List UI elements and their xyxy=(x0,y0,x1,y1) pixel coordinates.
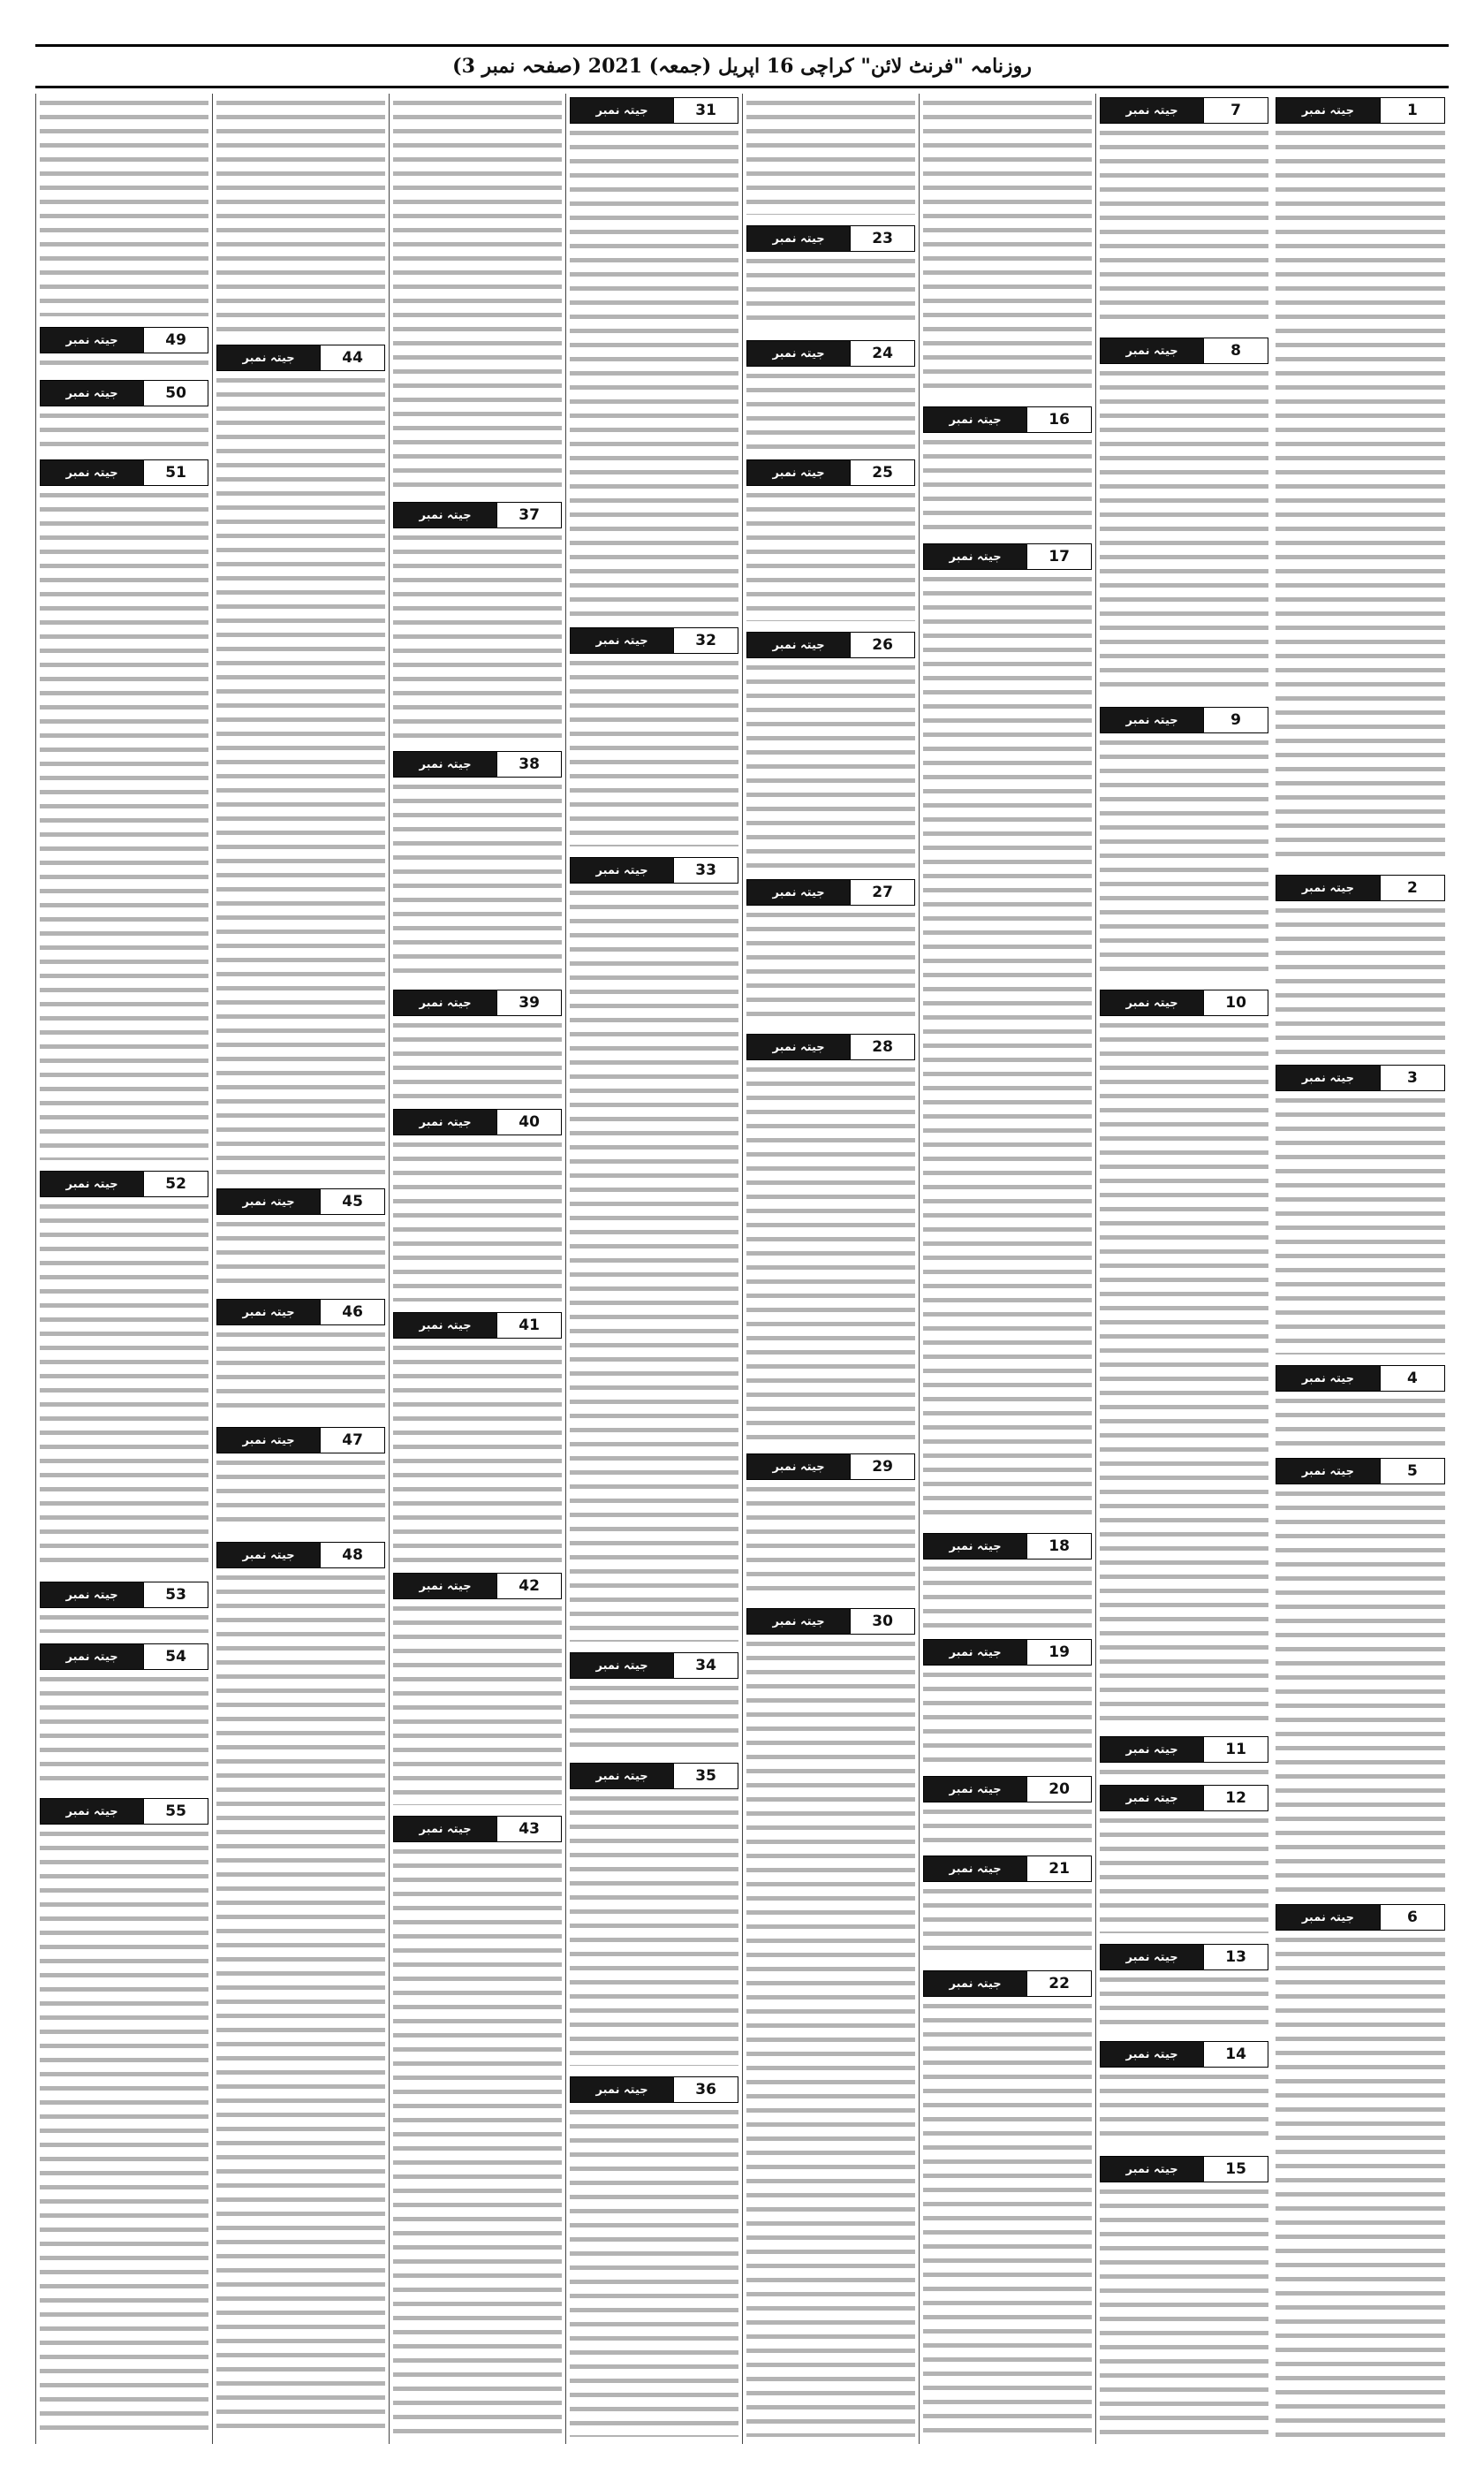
notice-block xyxy=(393,751,562,983)
page-header-text: روزنامہ "فرنٹ لائن" کراچی 16 اپریل (جمعہ) 2021 (صفحہ نمبر 3) xyxy=(452,55,1032,78)
notice-block xyxy=(923,1533,1092,1632)
continued-text xyxy=(746,97,915,218)
notice-block xyxy=(1100,1736,1268,1778)
notice-body-text xyxy=(746,662,915,869)
notice-number: 38 xyxy=(496,752,561,777)
notice-body-text xyxy=(923,1669,1092,1765)
notice-heading-label: جیتہ نمبر xyxy=(41,1799,143,1824)
notice-number: 33 xyxy=(673,858,738,883)
notice-heading-label: جیتہ نمبر xyxy=(571,858,673,883)
page-column xyxy=(919,94,1095,2444)
notice-heading xyxy=(1100,1785,1268,1811)
notice-block xyxy=(923,1776,1092,1848)
notice-heading-label: جیتہ نمبر xyxy=(1276,1066,1380,1090)
notice-heading xyxy=(40,459,208,486)
notice-number: 42 xyxy=(496,1574,561,1598)
notice-heading xyxy=(923,543,1092,570)
notice-heading-label: جیتہ نمبر xyxy=(571,628,673,653)
page-header xyxy=(35,44,1449,88)
notice-block xyxy=(570,1652,738,1756)
notice-heading xyxy=(570,1763,738,1789)
notice-heading xyxy=(1100,2041,1268,2068)
notice-body-text xyxy=(746,909,915,1023)
notice-number: 12 xyxy=(1203,1786,1268,1810)
notice-heading xyxy=(1276,1904,1445,1931)
notice-block xyxy=(746,340,915,452)
notice-block xyxy=(40,459,208,1164)
notice-body-text xyxy=(570,1682,738,1752)
notice-heading-label: جیتہ نمبر xyxy=(394,1817,496,1841)
notice-block xyxy=(40,327,208,373)
notice-heading-label: جیتہ نمبر xyxy=(747,1035,850,1059)
notice-heading-label: جیتہ نمبر xyxy=(571,2077,673,2102)
notice-heading-label: جیتہ نمبر xyxy=(41,460,143,485)
notice-body-text xyxy=(393,1603,562,1805)
newspaper-page xyxy=(35,94,1449,2444)
notice-body-text xyxy=(1276,1934,1445,2437)
notice-block xyxy=(923,543,1092,1526)
notice-number: 22 xyxy=(1026,1971,1091,1996)
notice-heading xyxy=(570,2076,738,2103)
notice-number: 37 xyxy=(496,503,561,527)
notice-block xyxy=(216,1299,385,1420)
notice-block xyxy=(746,225,915,333)
notice-body-text xyxy=(923,2000,1092,2437)
notice-heading xyxy=(1276,1065,1445,1091)
notice-body-text xyxy=(40,1612,208,1633)
notice-body-text xyxy=(393,1020,562,1098)
notice-heading-label: جیتہ نمبر xyxy=(924,1777,1026,1802)
notice-block xyxy=(570,627,738,850)
notice-number: 19 xyxy=(1026,1640,1091,1665)
notice-body-text xyxy=(1100,1815,1268,1933)
notice-block xyxy=(1276,875,1445,1058)
notice-heading xyxy=(923,1639,1092,1666)
notice-heading-label: جیتہ نمبر xyxy=(394,1574,496,1598)
notice-block xyxy=(923,406,1092,536)
notice-number: 20 xyxy=(1026,1777,1091,1802)
notice-heading-label: جیتہ نمبر xyxy=(41,1644,143,1669)
continued-text xyxy=(40,97,208,320)
notice-number: 43 xyxy=(496,1817,561,1841)
notice-heading xyxy=(1100,707,1268,733)
notice-block xyxy=(393,1816,562,2440)
notice-heading-label: جیتہ نمبر xyxy=(1276,98,1380,123)
notice-heading xyxy=(393,502,562,528)
notice-number: 18 xyxy=(1026,1534,1091,1559)
notice-block xyxy=(393,502,562,744)
notice-heading-label: جیتہ نمبر xyxy=(1101,708,1203,732)
notice-heading xyxy=(746,459,915,486)
notice-number: 11 xyxy=(1203,1737,1268,1762)
notice-body-text xyxy=(40,357,208,369)
page-column xyxy=(212,94,389,2444)
notice-heading xyxy=(746,1453,915,1480)
notice-heading-label: جیتہ نمبر xyxy=(924,407,1026,432)
notice-body-text xyxy=(1276,127,1445,864)
notice-number: 17 xyxy=(1026,544,1091,569)
notice-body-text xyxy=(923,97,1092,396)
notice-block xyxy=(1276,1065,1445,1358)
notice-body-text xyxy=(1100,368,1268,696)
continued-text xyxy=(923,97,1092,399)
notice-heading xyxy=(1276,1365,1445,1392)
notice-heading xyxy=(40,1798,208,1825)
notice-heading xyxy=(216,1188,385,1215)
notice-heading-label: جیتہ نمبر xyxy=(747,880,850,905)
notice-number: 5 xyxy=(1380,1459,1444,1484)
notice-block xyxy=(40,1171,208,1575)
page-column xyxy=(742,94,919,2444)
notice-body-text xyxy=(40,1201,208,1571)
notice-heading xyxy=(40,327,208,353)
notice-heading-label: جیتہ نمبر xyxy=(217,1189,320,1214)
notice-body-text xyxy=(1100,737,1268,979)
notice-body-text xyxy=(746,1064,915,1443)
notice-body-text xyxy=(393,1846,562,2437)
notice-body-text xyxy=(570,2106,738,2437)
notice-number: 48 xyxy=(320,1543,384,1567)
notice-number: 13 xyxy=(1203,1945,1268,1969)
notice-heading xyxy=(393,751,562,778)
notice-heading-label: جیتہ نمبر xyxy=(394,1313,496,1338)
notice-heading-label: جیتہ نمبر xyxy=(924,544,1026,569)
notice-heading xyxy=(1100,2156,1268,2182)
notice-heading xyxy=(923,1856,1092,1882)
notice-number: 16 xyxy=(1026,407,1091,432)
notice-heading-label: جیتہ نمبر xyxy=(1276,1366,1380,1391)
page-column xyxy=(565,94,742,2444)
notice-body-text xyxy=(746,1484,915,1597)
notice-block xyxy=(40,1798,208,2440)
notice-heading-label: جیتہ نمبر xyxy=(747,226,850,251)
notice-body-text xyxy=(570,1793,738,2066)
notice-heading xyxy=(216,1299,385,1325)
notice-heading-label: جیتہ نمبر xyxy=(747,1609,850,1634)
notice-number: 44 xyxy=(320,345,384,370)
notice-block xyxy=(40,380,208,452)
notice-block xyxy=(393,1109,562,1305)
notice-heading-label: جیتہ نمبر xyxy=(924,1534,1026,1559)
notice-number: 3 xyxy=(1380,1066,1444,1090)
notice-heading xyxy=(570,1652,738,1679)
notice-heading-label: جیتہ نمبر xyxy=(747,633,850,657)
notice-number: 45 xyxy=(320,1189,384,1214)
notice-heading xyxy=(40,1582,208,1608)
notice-heading xyxy=(393,1109,562,1135)
notice-block xyxy=(216,1542,385,2440)
notice-heading xyxy=(570,627,738,654)
notice-body-text xyxy=(923,573,1092,1522)
notice-body-text xyxy=(216,375,385,1178)
notice-heading xyxy=(746,225,915,252)
notice-heading xyxy=(216,345,385,371)
notice-body-text xyxy=(1276,1488,1445,1893)
notice-number: 21 xyxy=(1026,1856,1091,1881)
notice-block xyxy=(746,879,915,1027)
notice-body-text xyxy=(1276,1395,1445,1447)
page-column xyxy=(1272,94,1449,2444)
notice-body-text xyxy=(40,1828,208,2437)
notice-heading-label: جیتہ نمبر xyxy=(394,503,496,527)
notice-number: 32 xyxy=(673,628,738,653)
notice-number: 10 xyxy=(1203,990,1268,1015)
notice-body-text xyxy=(393,781,562,979)
notice-number: 25 xyxy=(850,460,914,485)
notice-heading-label: جیتہ نمبر xyxy=(1101,98,1203,123)
page-column xyxy=(389,94,565,2444)
notice-body-text xyxy=(746,1638,915,2437)
notice-block xyxy=(216,1427,385,1535)
notice-heading xyxy=(1100,338,1268,364)
notice-block xyxy=(746,632,915,872)
notice-block xyxy=(570,857,738,1645)
notice-body-text xyxy=(393,1342,562,1562)
notice-heading-label: جیتہ نمبر xyxy=(394,752,496,777)
notice-heading xyxy=(393,1816,562,1842)
notice-number: 2 xyxy=(1380,876,1444,900)
notice-block xyxy=(216,1188,385,1292)
notice-number: 29 xyxy=(850,1454,914,1479)
notice-block xyxy=(40,1643,208,1791)
notice-heading xyxy=(1100,1736,1268,1763)
notice-heading-label: جیتہ نمبر xyxy=(1101,1786,1203,1810)
notice-block xyxy=(570,97,738,620)
notice-heading xyxy=(216,1427,385,1453)
notice-heading-label: جیتہ نمبر xyxy=(924,1856,1026,1881)
notice-number: 1 xyxy=(1380,98,1444,123)
notice-block xyxy=(1276,1904,1445,2440)
notice-heading xyxy=(923,1970,1092,1997)
notice-number: 15 xyxy=(1203,2157,1268,2182)
notice-number: 47 xyxy=(320,1428,384,1453)
notice-body-text xyxy=(40,410,208,449)
notice-block xyxy=(746,459,915,625)
notice-heading xyxy=(393,990,562,1016)
notice-body-text xyxy=(1100,2186,1268,2437)
notice-heading xyxy=(1276,1458,1445,1484)
notice-heading-label: جیتہ نمبر xyxy=(217,1300,320,1324)
notice-body-text xyxy=(746,370,915,449)
notice-heading-label: جیتہ نمبر xyxy=(217,1428,320,1453)
notice-block xyxy=(1100,2156,1268,2440)
notice-heading xyxy=(1100,1944,1268,1970)
notice-body-text xyxy=(923,1886,1092,1960)
notice-block xyxy=(1276,1458,1445,1897)
notice-heading xyxy=(570,97,738,124)
notice-number: 6 xyxy=(1380,1905,1444,1930)
notice-heading-label: جیتہ نمبر xyxy=(924,1640,1026,1665)
notice-body-text xyxy=(216,1457,385,1531)
notice-number: 49 xyxy=(143,328,208,353)
notice-heading-label: جیتہ نمبر xyxy=(571,1653,673,1678)
notice-block xyxy=(923,1970,1092,2440)
notice-heading xyxy=(746,1608,915,1635)
notice-heading xyxy=(40,380,208,406)
notice-heading-label: جیتہ نمبر xyxy=(747,460,850,485)
notice-body-text xyxy=(570,127,738,617)
notice-heading xyxy=(1276,875,1445,901)
notice-heading-label: جیتہ نمبر xyxy=(1101,1945,1203,1969)
notice-number: 7 xyxy=(1203,98,1268,123)
notice-heading xyxy=(570,857,738,884)
notice-heading xyxy=(746,1034,915,1060)
notice-body-text xyxy=(1100,127,1268,327)
notice-block xyxy=(746,1608,915,2440)
notice-number: 27 xyxy=(850,880,914,905)
notice-block xyxy=(216,345,385,1181)
notice-heading-label: جیتہ نمبر xyxy=(41,328,143,353)
notice-block xyxy=(40,1582,208,1636)
notice-block xyxy=(746,1453,915,1601)
notice-body-text xyxy=(570,887,738,1642)
notice-heading-label: جیتہ نمبر xyxy=(1276,1905,1380,1930)
notice-body-text xyxy=(393,1139,562,1302)
notice-body-text xyxy=(216,97,385,334)
notice-block xyxy=(923,1856,1092,1963)
notice-number: 36 xyxy=(673,2077,738,2102)
notice-block xyxy=(1100,2041,1268,2149)
notice-heading xyxy=(1276,97,1445,124)
notice-block xyxy=(393,1573,562,1809)
notice-block xyxy=(1276,1365,1445,1451)
page-column xyxy=(1095,94,1272,2444)
notice-body-text xyxy=(746,97,915,215)
notice-body-text xyxy=(40,97,208,316)
notice-heading xyxy=(923,1776,1092,1802)
notice-block xyxy=(1276,97,1445,868)
notice-heading xyxy=(393,1312,562,1339)
notice-heading-label: جیتہ نمبر xyxy=(571,1764,673,1788)
notice-number: 30 xyxy=(850,1609,914,1634)
continued-text xyxy=(393,97,562,495)
notice-body-text xyxy=(1100,2071,1268,2145)
notice-heading-label: جیتہ نمبر xyxy=(217,1543,320,1567)
notice-body-text xyxy=(1276,1095,1445,1355)
notice-heading-label: جیتہ نمبر xyxy=(41,1582,143,1607)
notice-heading-label: جیتہ نمبر xyxy=(747,341,850,366)
page-column xyxy=(35,94,212,2444)
notice-block xyxy=(1100,707,1268,983)
notice-heading-label: جیتہ نمبر xyxy=(1276,876,1380,900)
notice-heading-label: جیتہ نمبر xyxy=(1101,338,1203,363)
notice-block xyxy=(570,1763,738,2069)
notice-heading-label: جیتہ نمبر xyxy=(1101,990,1203,1015)
notice-block xyxy=(923,1639,1092,1769)
notice-body-text xyxy=(1100,1020,1268,1726)
notice-heading xyxy=(216,1542,385,1568)
notice-heading-label: جیتہ نمبر xyxy=(1101,1737,1203,1762)
notice-block xyxy=(393,1312,562,1566)
notice-body-text xyxy=(1276,905,1445,1054)
notice-body-text xyxy=(393,532,562,740)
notice-heading xyxy=(746,340,915,367)
notice-block xyxy=(1100,338,1268,700)
notice-heading-label: جیتہ نمبر xyxy=(1101,2042,1203,2067)
notice-body-text xyxy=(923,1563,1092,1628)
notice-number: 55 xyxy=(143,1799,208,1824)
notice-body-text xyxy=(216,1329,385,1416)
notice-block xyxy=(393,990,562,1102)
notice-number: 8 xyxy=(1203,338,1268,363)
notice-heading-label: جیتہ نمبر xyxy=(1101,2157,1203,2182)
notice-heading xyxy=(40,1643,208,1670)
notice-heading-label: جیتہ نمبر xyxy=(1276,1459,1380,1484)
notice-number: 9 xyxy=(1203,708,1268,732)
notice-heading xyxy=(1100,990,1268,1016)
notice-heading xyxy=(1100,97,1268,124)
notice-heading-label: جیتہ نمبر xyxy=(41,381,143,406)
notice-number: 53 xyxy=(143,1582,208,1607)
notice-number: 51 xyxy=(143,460,208,485)
notice-block xyxy=(1100,1944,1268,2034)
notice-body-text xyxy=(216,1218,385,1288)
notice-number: 50 xyxy=(143,381,208,406)
notice-heading-label: جیتہ نمبر xyxy=(41,1172,143,1196)
notice-heading-label: جیتہ نمبر xyxy=(571,98,673,123)
notice-number: 35 xyxy=(673,1764,738,1788)
notice-number: 46 xyxy=(320,1300,384,1324)
notice-number: 39 xyxy=(496,990,561,1015)
notice-number: 34 xyxy=(673,1653,738,1678)
notice-body-text xyxy=(40,489,208,1160)
notice-number: 23 xyxy=(850,226,914,251)
notice-heading xyxy=(746,879,915,906)
notice-heading-label: جیتہ نمبر xyxy=(924,1971,1026,1996)
notice-block xyxy=(1100,990,1268,1729)
notice-number: 14 xyxy=(1203,2042,1268,2067)
notice-heading xyxy=(746,632,915,658)
notice-number: 40 xyxy=(496,1110,561,1135)
notice-number: 41 xyxy=(496,1313,561,1338)
notice-heading-label: جیتہ نمبر xyxy=(394,990,496,1015)
notice-number: 52 xyxy=(143,1172,208,1196)
notice-heading-label: جیتہ نمبر xyxy=(747,1454,850,1479)
notice-number: 26 xyxy=(850,633,914,657)
notice-heading-label: جیتہ نمبر xyxy=(217,345,320,370)
notice-heading-label: جیتہ نمبر xyxy=(394,1110,496,1135)
notice-heading xyxy=(923,406,1092,433)
notice-number: 54 xyxy=(143,1644,208,1669)
notice-body-text xyxy=(923,436,1092,533)
notice-body-text xyxy=(746,489,915,621)
continued-text xyxy=(216,97,385,338)
notice-body-text xyxy=(923,1806,1092,1845)
notice-heading xyxy=(923,1533,1092,1560)
notice-body-text xyxy=(746,255,915,330)
notice-heading xyxy=(40,1171,208,1197)
notice-block xyxy=(1100,97,1268,330)
notice-block xyxy=(570,2076,738,2440)
notice-body-text xyxy=(40,1673,208,1787)
notice-heading xyxy=(393,1573,562,1599)
notice-number: 24 xyxy=(850,341,914,366)
notice-number: 4 xyxy=(1380,1366,1444,1391)
notice-body-text xyxy=(1100,1766,1268,1774)
notice-body-text xyxy=(1100,1974,1268,2030)
notice-body-text xyxy=(570,657,738,846)
notice-number: 31 xyxy=(673,98,738,123)
notice-block xyxy=(1100,1785,1268,1937)
notice-number: 28 xyxy=(850,1035,914,1059)
notice-body-text xyxy=(393,97,562,491)
notice-block xyxy=(746,1034,915,1446)
notice-body-text xyxy=(216,1572,385,2437)
